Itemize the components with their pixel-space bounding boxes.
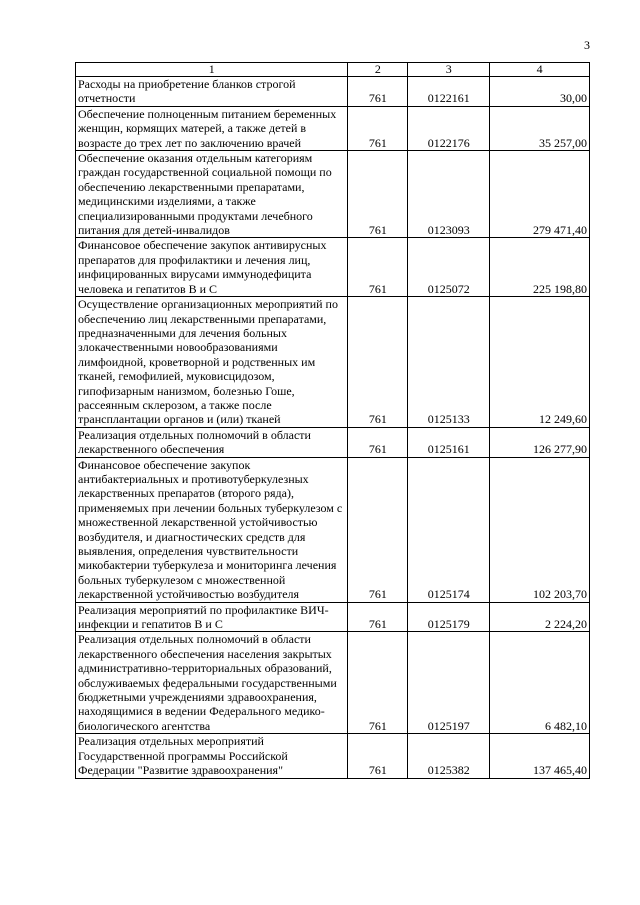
amount: 137 465,40	[490, 734, 590, 778]
article-code: 0125072	[408, 238, 490, 297]
amount: 35 257,00	[490, 106, 590, 150]
table-header-row	[76, 63, 590, 77]
budget-table	[75, 62, 590, 779]
article-code: 0125197	[408, 632, 490, 734]
table-row	[76, 427, 590, 457]
article-code: 0125382	[408, 734, 490, 778]
table-row	[76, 632, 590, 734]
amount: 225 198,80	[490, 238, 590, 297]
table-row	[76, 238, 590, 297]
ministry-code: 761	[348, 457, 408, 602]
expense-name: Реализация мероприятий по профилактике ВИЧ-инфекции и гепатитов В и С	[76, 602, 348, 632]
article-code: 0125161	[408, 427, 490, 457]
article-code: 0125133	[408, 297, 490, 428]
ministry-code: 761	[348, 632, 408, 734]
ministry-code: 761	[348, 77, 408, 107]
expense-name: Расходы на приобретение бланков строгой отчетности	[76, 77, 348, 107]
expense-name: Финансовое обеспечение закупок антивирусных препаратов для профилактики и лечения лиц, инфицированных вирусами иммунодефицита человека и гепатитов В и С	[76, 238, 348, 297]
table-row	[76, 602, 590, 632]
table-row	[76, 77, 590, 107]
expense-name: Обеспечение оказания отдельным категориям граждан государственной социальной помощи по обеспечению лекарственными препаратами, медицинскими изделиями, а также специализированными продуктами лечебного питания для детей-инвалидов	[76, 151, 348, 238]
table-row	[76, 734, 590, 778]
ministry-code: 761	[348, 106, 408, 150]
expense-name: Реализация отдельных мероприятий Государственной программы Российской Федерации "Развитие здравоохранения"	[76, 734, 348, 778]
ministry-code: 761	[348, 151, 408, 238]
table-row	[76, 106, 590, 150]
expense-name: Финансовое обеспечение закупок антибактериальных и противотуберкулезных лекарственных препаратов (второго ряда), применяемых при лечении больных туберкулезом с множественной лекарственной устойчивостью возбудителя, и диагностических средств для выявления, определения чувствительности микобактерии туберкулеза и мониторинга лечения больных туберкулезом с множественной лекарственной устойчивостью возбудителя	[76, 457, 348, 602]
expense-name: Обеспечение полноценным питанием беременных женщин, кормящих матерей, а также детей в возрасте до трех лет по заключению врачей	[76, 106, 348, 150]
ministry-code: 761	[348, 602, 408, 632]
article-code: 0122161	[408, 77, 490, 107]
amount: 12 249,60	[490, 297, 590, 428]
expense-name: Реализация отдельных полномочий в области лекарственного обеспечения	[76, 427, 348, 457]
amount: 279 471,40	[490, 151, 590, 238]
article-code: 0125179	[408, 602, 490, 632]
table-row	[76, 151, 590, 238]
expense-name: Реализация отдельных полномочий в области лекарственного обеспечения населения закрытых административно-территориальных образований, обслуживаемых федеральными государственными бюджетными учреждениями здравоохранения, находящимися в ведении Федерального медико-биологического агентства	[76, 632, 348, 734]
article-code: 0122176	[408, 106, 490, 150]
article-code: 0125174	[408, 457, 490, 602]
table-row	[76, 457, 590, 602]
ministry-code: 761	[348, 238, 408, 297]
table-row	[76, 297, 590, 428]
column-header-2: 2	[348, 63, 408, 77]
page-number: 3	[584, 38, 590, 52]
column-header-3: 3	[408, 63, 490, 77]
ministry-code: 761	[348, 734, 408, 778]
amount: 6 482,10	[490, 632, 590, 734]
article-code: 0123093	[408, 151, 490, 238]
amount: 2 224,20	[490, 602, 590, 632]
ministry-code: 761	[348, 297, 408, 428]
amount: 30,00	[490, 77, 590, 107]
column-header-4: 4	[490, 63, 590, 77]
expense-name: Осуществление организационных мероприятий по обеспечению лиц лекарственными препаратами, предназначенными для лечения больных злокачественными новообразованиями лимфоидной, кроветворной и родственных им тканей, гемофилией, муковисцидозом, гипофизарным нанизмом, болезнью Гоше, рассеянным склерозом, а также после трансплантации органов и (или) тканей	[76, 297, 348, 428]
amount: 126 277,90	[490, 427, 590, 457]
column-header-1: 1	[76, 63, 348, 77]
amount: 102 203,70	[490, 457, 590, 602]
ministry-code: 761	[348, 427, 408, 457]
